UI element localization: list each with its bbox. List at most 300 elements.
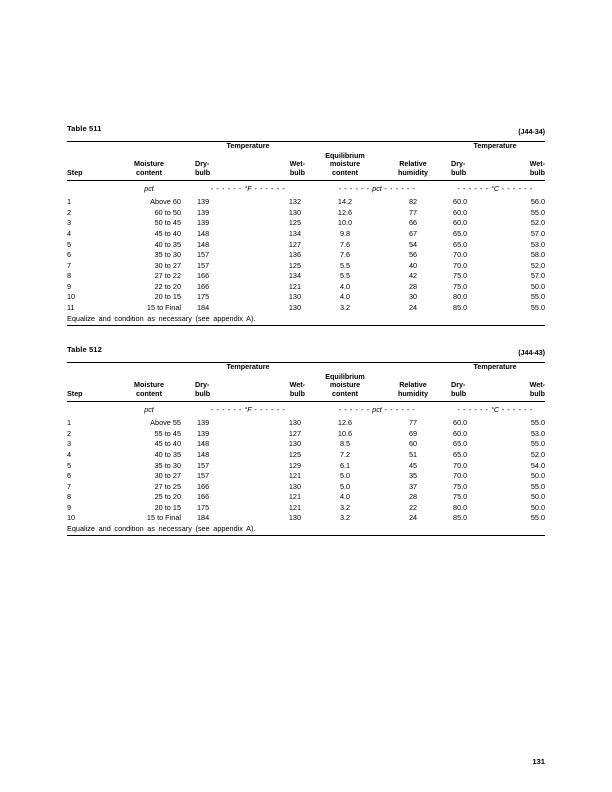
cell-emc: 3.2 [339, 513, 351, 523]
page-number: 131 [532, 757, 545, 766]
cell-dry-bulb-f: 166 [197, 492, 210, 502]
cell-moisture-content: Above 60 [150, 197, 181, 207]
table-header [67, 142, 545, 179]
cell-moisture-content: 20 to 15 [154, 292, 181, 302]
header-line: bulb [529, 388, 546, 398]
header-line: content [136, 388, 162, 398]
header-spacer [381, 142, 445, 152]
cell-moisture-content: 40 to 35 [154, 450, 181, 460]
table-row [67, 482, 545, 493]
header-moisture-content [111, 152, 187, 180]
cell-dry-bulb-f: 139 [197, 207, 210, 217]
header-step [67, 373, 111, 401]
header-line: humidity [398, 167, 428, 177]
cell-wet-bulb-f: 134 [288, 271, 302, 281]
table-row [67, 471, 545, 482]
cell-wet-bulb-c: 53.0 [530, 239, 546, 249]
table-row [67, 418, 545, 429]
cell-wet-bulb-f: 134 [288, 229, 302, 239]
cell-wet-bulb-c: 55.0 [530, 292, 546, 302]
cell-dry-bulb-c: 70.0 [453, 260, 468, 270]
cell-moisture-content: 40 to 35 [154, 239, 181, 249]
header-line: moisture [329, 159, 361, 169]
header-line: Relative [399, 159, 427, 169]
header-line: bulb [529, 167, 546, 177]
cell-wet-bulb-f: 121 [288, 492, 302, 502]
table-code: (J44-43) [518, 348, 545, 357]
table-row [67, 197, 545, 208]
cell-dry-bulb-c: 75.0 [453, 271, 468, 281]
cell-wet-bulb-f: 121 [288, 471, 302, 481]
header-temperature-f-group: Temperature [226, 141, 270, 150]
units-dash-left: - - - - - - [338, 405, 370, 415]
cell-wet-bulb-c: 57.0 [530, 271, 546, 281]
cell-wet-bulb-c: 52.0 [530, 260, 546, 270]
cell-dry-bulb-c: 80.0 [453, 292, 468, 302]
units-temperature-c [445, 402, 545, 419]
units-temperature-f [187, 402, 309, 419]
header-label-row [67, 152, 545, 180]
units-dash-left: - - - - - - [338, 184, 370, 194]
cell-emc: 3.2 [339, 502, 351, 512]
header-wet-bulb-c [499, 152, 545, 180]
cell-wet-bulb-f: 129 [288, 460, 302, 470]
cell-step: 4 [67, 229, 72, 239]
cell-step: 5 [67, 239, 72, 249]
cell-relative-humidity: 30 [408, 292, 418, 302]
cell-wet-bulb-f: 130 [288, 292, 302, 302]
table-header [67, 363, 545, 400]
table-row [67, 303, 545, 314]
cell-moisture-content: 27 to 22 [154, 271, 181, 281]
header-group-row [67, 142, 545, 152]
header-line: Dry- [195, 380, 210, 390]
units-emc [309, 402, 445, 419]
units-temperature-c [445, 181, 545, 198]
cell-dry-bulb-f: 139 [197, 418, 210, 428]
cell-step: 5 [67, 460, 72, 470]
cell-dry-bulb-c: 65.0 [453, 239, 468, 249]
table-row [67, 513, 545, 524]
cell-dry-bulb-f: 166 [197, 271, 210, 281]
header-dry-bulb-c [445, 152, 499, 180]
cell-moisture-content: 35 to 30 [154, 460, 181, 470]
header-line: content [332, 167, 358, 177]
header-temperature-f-group: Temperature [226, 362, 270, 371]
cell-moisture-content: 50 to 45 [154, 218, 181, 228]
cell-emc: 3.2 [339, 302, 351, 312]
cell-dry-bulb-f: 148 [197, 229, 210, 239]
cell-dry-bulb-f: 175 [197, 502, 210, 512]
header-line: humidity [398, 388, 428, 398]
table-note: Equalize and condition as necessary (see appendix A). [67, 313, 256, 323]
table-body [67, 400, 545, 535]
header-line: Relative [399, 380, 427, 390]
table-caption: Table 512 [67, 345, 102, 354]
cell-step: 9 [67, 502, 72, 512]
header-spacer [67, 142, 111, 152]
table-caption-row [67, 345, 545, 362]
header-line: Equilibrium [325, 371, 365, 381]
header-line: bulb [289, 388, 306, 398]
units-dash-left: - - - - - - [457, 405, 489, 415]
cell-wet-bulb-c: 55.0 [530, 418, 546, 428]
table-row [67, 429, 545, 440]
cell-dry-bulb-f: 148 [197, 239, 210, 249]
cell-relative-humidity: 24 [408, 302, 418, 312]
cell-wet-bulb-c: 50.0 [530, 471, 546, 481]
cell-relative-humidity: 77 [408, 207, 418, 217]
header-wet-bulb-f [243, 152, 309, 180]
cell-moisture-content: 30 to 27 [154, 471, 181, 481]
cell-step: 6 [67, 250, 72, 260]
cell-moisture-content: 60 to 50 [154, 207, 181, 217]
header-temperature-c-group: Temperature [473, 362, 517, 371]
table-row [67, 461, 545, 472]
cell-emc: 7.6 [339, 239, 351, 249]
cell-dry-bulb-f: 139 [197, 197, 210, 207]
cell-step: 4 [67, 450, 72, 460]
units-temperature-c-label: °C [490, 184, 500, 194]
units-dash-left: - - - - - - [210, 405, 242, 415]
table-block [67, 124, 545, 326]
units-dash-left: - - - - - - [210, 184, 242, 194]
header-line: Wet- [289, 159, 306, 169]
table-note: Equalize and condition as necessary (see appendix A). [67, 524, 256, 534]
cell-moisture-content: 25 to 20 [154, 492, 181, 502]
table-bottom-rule [67, 325, 545, 326]
header-line: Moisture [134, 380, 164, 390]
cell-dry-bulb-c: 85.0 [453, 302, 468, 312]
cell-dry-bulb-f: 175 [197, 292, 210, 302]
cell-dry-bulb-c: 60.0 [453, 428, 468, 438]
cell-moisture-content: 15 to Final [146, 513, 181, 523]
cell-dry-bulb-f: 184 [197, 513, 210, 523]
cell-step: 10 [67, 292, 76, 302]
units-dash-right: - - - - - - [254, 184, 286, 194]
cell-step: 2 [67, 207, 72, 217]
table-row [67, 450, 545, 461]
cell-emc: 4.0 [339, 292, 351, 302]
header-line: bulb [289, 167, 306, 177]
table-row [67, 229, 545, 240]
cell-dry-bulb-f: 157 [197, 260, 210, 270]
cell-step: 8 [67, 271, 72, 281]
cell-dry-bulb-c: 70.0 [453, 250, 468, 260]
cell-relative-humidity: 37 [408, 481, 418, 491]
header-line: content [332, 388, 358, 398]
header-line: bulb [195, 167, 211, 177]
cell-relative-humidity: 40 [408, 260, 418, 270]
table-row [67, 492, 545, 503]
table-row [67, 218, 545, 229]
units-spacer [67, 402, 111, 419]
table-body [67, 179, 545, 325]
cell-wet-bulb-c: 55.0 [530, 302, 546, 312]
units-row [67, 181, 545, 198]
cell-dry-bulb-f: 157 [197, 471, 210, 481]
cell-dry-bulb-c: 75.0 [453, 281, 468, 291]
cell-dry-bulb-c: 65.0 [453, 450, 468, 460]
cell-dry-bulb-c: 60.0 [453, 418, 468, 428]
header-line: Step [67, 167, 83, 177]
cell-relative-humidity: 28 [408, 492, 418, 502]
cell-wet-bulb-c: 55.0 [530, 513, 546, 523]
units-temperature-f [187, 181, 309, 198]
cell-emc: 7.6 [339, 250, 351, 260]
cell-wet-bulb-f: 127 [288, 239, 302, 249]
cell-dry-bulb-c: 65.0 [453, 439, 468, 449]
cell-emc: 5.0 [339, 471, 351, 481]
cell-relative-humidity: 56 [408, 250, 418, 260]
cell-relative-humidity: 54 [408, 239, 418, 249]
cell-step: 7 [67, 481, 72, 491]
cell-emc: 10.0 [337, 218, 353, 228]
table-code: (J44-34) [518, 127, 545, 136]
header-line: bulb [195, 388, 211, 398]
cell-dry-bulb-f: 157 [197, 460, 210, 470]
header-spacer [381, 363, 445, 373]
cell-emc: 4.0 [339, 492, 351, 502]
table-note-row [67, 313, 545, 325]
header-equilibrium-moisture-content [309, 152, 381, 180]
cell-step: 3 [67, 439, 72, 449]
cell-dry-bulb-c: 75.0 [453, 492, 468, 502]
table-row [67, 503, 545, 514]
header-line: content [136, 167, 162, 177]
header-relative-humidity [381, 152, 445, 180]
table-bottom-rule [67, 535, 545, 536]
cell-dry-bulb-f: 157 [197, 250, 210, 260]
cell-dry-bulb-c: 60.0 [453, 207, 468, 217]
cell-wet-bulb-c: 50.0 [530, 492, 546, 502]
header-spacer [111, 142, 187, 152]
cell-emc: 6.1 [339, 460, 351, 470]
cell-wet-bulb-c: 55.0 [530, 439, 546, 449]
schedule-table [67, 142, 545, 325]
cell-moisture-content: 22 to 20 [154, 281, 181, 291]
cell-wet-bulb-f: 130 [288, 418, 302, 428]
cell-emc: 14.2 [337, 197, 353, 207]
cell-wet-bulb-f: 125 [288, 450, 302, 460]
table-row [67, 271, 545, 282]
header-line: bulb [451, 388, 467, 398]
header-group-row [67, 363, 545, 373]
cell-dry-bulb-f: 139 [197, 428, 210, 438]
header-line: Moisture [134, 159, 164, 169]
units-dash-right: - - - - - - [501, 184, 533, 194]
header-line: Step [67, 388, 83, 398]
cell-wet-bulb-f: 121 [288, 281, 302, 291]
cell-relative-humidity: 22 [408, 502, 418, 512]
table-row [67, 240, 545, 251]
cell-emc: 12.6 [337, 418, 353, 428]
header-dry-bulb-f [187, 373, 243, 401]
header-line: Wet- [529, 159, 546, 169]
header-relative-humidity [381, 373, 445, 401]
header-line: bulb [451, 167, 467, 177]
header-equilibrium-moisture-content [309, 373, 381, 401]
units-dash-right: - - - - - - [254, 405, 286, 415]
cell-relative-humidity: 45 [408, 460, 418, 470]
table-caption: Table 511 [67, 124, 102, 133]
table-row [67, 261, 545, 272]
cell-dry-bulb-f: 139 [197, 218, 210, 228]
cell-wet-bulb-f: 121 [288, 502, 302, 512]
cell-dry-bulb-c: 60.0 [453, 218, 468, 228]
header-step [67, 152, 111, 180]
cell-step: 11 [67, 302, 75, 312]
header-line: Dry- [451, 159, 466, 169]
cell-wet-bulb-c: 52.0 [530, 218, 546, 228]
header-line: moisture [329, 380, 361, 390]
cell-wet-bulb-c: 54.0 [530, 460, 546, 470]
cell-dry-bulb-c: 65.0 [453, 229, 468, 239]
table-row [67, 292, 545, 303]
cell-step: 7 [67, 260, 72, 270]
cell-emc: 9.8 [339, 229, 351, 239]
cell-step: 8 [67, 492, 72, 502]
cell-dry-bulb-c: 80.0 [453, 502, 468, 512]
cell-wet-bulb-f: 125 [288, 218, 302, 228]
cell-wet-bulb-f: 127 [288, 428, 302, 438]
cell-wet-bulb-c: 53.0 [530, 428, 546, 438]
cell-relative-humidity: 51 [408, 450, 418, 460]
cell-step: 6 [67, 471, 72, 481]
table-row [67, 439, 545, 450]
cell-wet-bulb-f: 125 [288, 260, 302, 270]
header-line: Dry- [451, 380, 466, 390]
units-temperature-f-label: °F [244, 405, 252, 415]
table-row [67, 282, 545, 293]
cell-dry-bulb-f: 166 [197, 281, 210, 291]
cell-emc: 7.2 [339, 450, 351, 460]
cell-emc: 12.6 [337, 207, 353, 217]
table-row [67, 208, 545, 219]
cell-relative-humidity: 77 [408, 418, 418, 428]
header-spacer [67, 363, 111, 373]
cell-wet-bulb-f: 130 [288, 481, 302, 491]
units-temperature-f-label: °F [244, 184, 252, 194]
cell-emc: 5.5 [339, 271, 351, 281]
units-row [67, 402, 545, 419]
cell-wet-bulb-f: 132 [288, 197, 302, 207]
cell-wet-bulb-c: 58.0 [530, 250, 546, 260]
units-dash-right: - - - - - - [384, 184, 416, 194]
units-temperature-c-label: °C [490, 405, 500, 415]
header-wet-bulb-c [499, 373, 545, 401]
cell-wet-bulb-c: 57.0 [530, 229, 546, 239]
header-dry-bulb-f [187, 152, 243, 180]
cell-relative-humidity: 60 [408, 439, 418, 449]
units-emc-label: pct [372, 405, 382, 415]
cell-dry-bulb-c: 75.0 [453, 481, 468, 491]
cell-emc: 10.6 [337, 428, 353, 438]
table-block [67, 345, 545, 536]
cell-moisture-content: 45 to 40 [154, 229, 181, 239]
cell-wet-bulb-c: 55.0 [530, 481, 546, 491]
header-line: Equilibrium [325, 150, 365, 160]
cell-dry-bulb-c: 85.0 [453, 513, 468, 523]
cell-dry-bulb-f: 148 [197, 450, 210, 460]
cell-relative-humidity: 35 [408, 471, 418, 481]
units-emc-label: pct [372, 184, 382, 194]
cell-wet-bulb-c: 55.0 [530, 207, 546, 217]
cell-dry-bulb-c: 70.0 [453, 460, 468, 470]
cell-emc: 5.5 [339, 260, 351, 270]
cell-relative-humidity: 42 [408, 271, 418, 281]
cell-step: 3 [67, 218, 72, 228]
cell-dry-bulb-f: 148 [197, 439, 210, 449]
cell-step: 1 [67, 418, 72, 428]
cell-step: 10 [67, 513, 76, 523]
cell-wet-bulb-f: 130 [288, 207, 302, 217]
cell-wet-bulb-f: 130 [288, 302, 302, 312]
cell-wet-bulb-c: 52.0 [530, 450, 546, 460]
cell-wet-bulb-f: 130 [288, 439, 302, 449]
cell-step: 1 [67, 197, 72, 207]
table-row [67, 250, 545, 261]
units-dash-right: - - - - - - [384, 405, 416, 415]
cell-moisture-content: 45 to 40 [154, 439, 181, 449]
cell-moisture-content: 55 to 45 [154, 428, 181, 438]
header-label-row [67, 373, 545, 401]
cell-relative-humidity: 67 [408, 229, 418, 239]
header-line: Wet- [529, 380, 546, 390]
cell-step: 2 [67, 428, 72, 438]
header-line: Wet- [289, 380, 306, 390]
units-emc [309, 181, 445, 198]
cell-relative-humidity: 82 [408, 197, 418, 207]
header-dry-bulb-c [445, 373, 499, 401]
cell-dry-bulb-f: 166 [197, 481, 210, 491]
header-wet-bulb-f [243, 373, 309, 401]
cell-wet-bulb-f: 130 [288, 513, 302, 523]
table-caption-row [67, 124, 545, 141]
cell-emc: 4.0 [339, 281, 351, 291]
units-moisture-content: pct [144, 184, 154, 194]
cell-wet-bulb-c: 56.0 [530, 197, 546, 207]
cell-moisture-content: 15 to Final [146, 302, 181, 312]
header-temperature-c-group: Temperature [473, 141, 517, 150]
cell-moisture-content: 20 to 15 [154, 502, 181, 512]
header-spacer [111, 363, 187, 373]
cell-dry-bulb-c: 70.0 [453, 471, 468, 481]
cell-relative-humidity: 69 [408, 428, 418, 438]
units-dash-right: - - - - - - [501, 405, 533, 415]
cell-step: 9 [67, 281, 72, 291]
header-moisture-content [111, 373, 187, 401]
units-moisture-content: pct [144, 405, 154, 415]
cell-emc: 8.5 [339, 439, 351, 449]
cell-moisture-content: 35 to 30 [154, 250, 181, 260]
cell-dry-bulb-f: 184 [197, 302, 210, 312]
cell-relative-humidity: 66 [408, 218, 418, 228]
cell-emc: 5.0 [339, 481, 351, 491]
cell-moisture-content: 30 to 27 [154, 260, 181, 270]
header-line: Dry- [195, 159, 210, 169]
cell-wet-bulb-c: 50.0 [530, 281, 546, 291]
cell-relative-humidity: 24 [408, 513, 418, 523]
cell-wet-bulb-c: 50.0 [530, 502, 546, 512]
schedule-table [67, 363, 545, 535]
cell-moisture-content: 27 to 25 [154, 481, 181, 491]
table-note-row [67, 524, 545, 536]
units-dash-left: - - - - - - [457, 184, 489, 194]
cell-dry-bulb-c: 60.0 [453, 197, 468, 207]
cell-wet-bulb-f: 136 [288, 250, 302, 260]
cell-moisture-content: Above 55 [150, 418, 181, 428]
